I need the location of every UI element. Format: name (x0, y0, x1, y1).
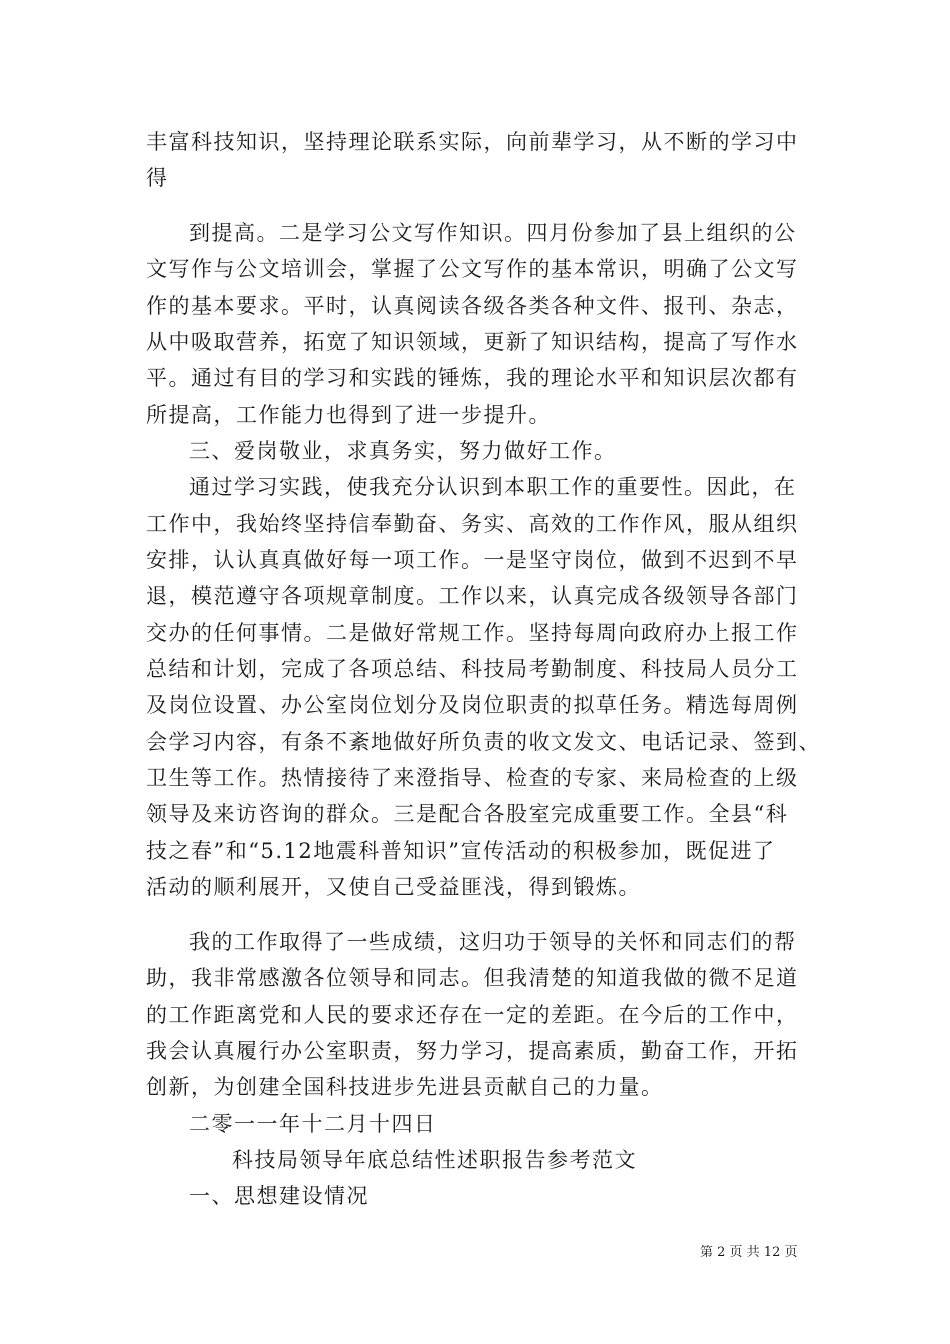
body-line: 工作中，我始终坚持信奉勤奋、务实、高效的工作作风，服从组织 (146, 512, 799, 536)
body-line: 到提高。二是学习公文写作知识。四月份参加了县上组织的公 (189, 221, 797, 245)
body-line: 作的基本要求。平时，认真阅读各级各类各种文件、报刊、杂志， (146, 294, 799, 318)
body-line: 得 (146, 166, 169, 190)
body-line: 活动的顺利展开，又使自己受益匪浅，得到锻炼。 (146, 875, 641, 899)
body-line: 文写作与公文培训会，掌握了公文写作的基本常识，明确了公文写 (146, 257, 799, 281)
body-line: 卫生等工作。热情接待了来澄指导、检查的专家、来局检查的上级 (146, 766, 799, 790)
body-line: 通过学习实践，使我充分认识到本职工作的重要性。因此，在 (189, 475, 797, 499)
body-line: 从中吸取营养，拓宽了知识领域，更新了知识结构，提高了写作水 (146, 330, 799, 354)
body-line: 及岗位设置、办公室岗位划分及岗位职责的拟草任务。精选每周例 (146, 693, 799, 717)
body-line: 的工作距离党和人民的要求还存在一定的差距。在今后的工作中， (146, 1003, 799, 1027)
section-heading: 三、爱岗敬业，求真务实，努力做好工作。 (189, 439, 617, 463)
section-heading: 一、思想建设情况 (189, 1184, 369, 1208)
body-line: 技之春”和“5.12地震科普知识”宣传活动的积极参加，既促进了 (146, 839, 776, 863)
body-line: 退，模范遵守各项规章制度。工作以来，认真完成各级领导各部门 (146, 584, 799, 608)
body-line: 安排，认认真真做好每一项工作。一是坚守岗位，做到不迟到不早 (146, 548, 799, 572)
body-line: 总结和计划，完成了各项总结、科技局考勤制度、科技局人员分工 (146, 657, 799, 681)
body-line: 所提高，工作能力也得到了进一步提升。 (146, 403, 551, 427)
page-number: 第 2 页 共 12 页 (700, 1245, 798, 1260)
body-line: 会学习内容，有条不紊地做好所负责的收文发文、电话记录、签到、 (146, 730, 821, 754)
body-line: 我会认真履行办公室职责，努力学习，提高素质，勤奋工作，开拓 (146, 1039, 799, 1063)
body-line: 我的工作取得了一些成绩，这归功于领导的关怀和同志们的帮 (189, 930, 797, 954)
body-line: 创新，为创建全国科技进步先进县贡献自己的力量。 (146, 1075, 664, 1099)
document-title: 科技局领导年底总结性述职报告参考范文 (232, 1148, 637, 1172)
body-line: 平。通过有目的学习和实践的锤炼，我的理论水平和知识层次都有 (146, 366, 799, 390)
body-line: 丰富科技知识，坚持理论联系实际，向前辈学习，从不断的学习中 (146, 130, 799, 154)
body-line: 交办的任何事情。二是做好常规工作。坚持每周向政府办上报工作 (146, 621, 799, 645)
body-line: 领导及来访咨询的群众。三是配合各股室完成重要工作。全县“科 (146, 802, 789, 826)
body-line: 助，我非常感激各位领导和同志。但我清楚的知道我做的微不足道 (146, 966, 799, 990)
date-line: 二零一一年十二月十四日 (189, 1112, 437, 1136)
